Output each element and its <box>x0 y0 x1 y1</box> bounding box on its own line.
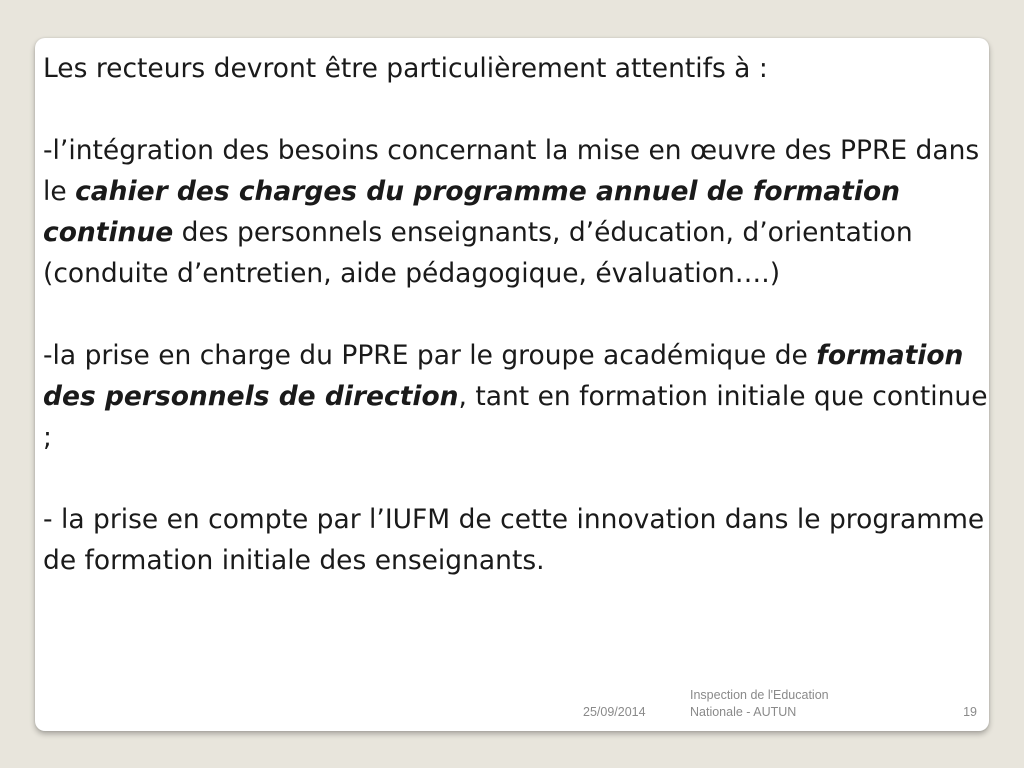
slide-body <box>43 48 988 581</box>
slide <box>35 38 989 731</box>
point-integration-emphasis: cahier des charges du programme annuel de formation continue <box>43 176 901 248</box>
footer-date: 25/09/2014 <box>583 705 646 719</box>
spacer <box>43 89 988 130</box>
spacer <box>43 294 988 335</box>
point-integration-prefix: -l’intégration des besoins concernant la mise en œuvre des PPRE dans le <box>43 135 980 207</box>
point-iufm: - la prise en compte par l’IUFM de cette innovation dans le programme de formation initiale des enseignants. <box>43 504 985 576</box>
footer-organization-line1: Inspection de l'Education <box>690 688 829 702</box>
point-prise-en-charge <box>43 335 988 458</box>
point-prise-en-charge-emphasis: formation des personnels de direction <box>43 340 964 412</box>
footer-organization-line2: Nationale - AUTUN <box>690 705 797 719</box>
point-integration-suffix: des personnels enseignants, d’éducation, d’orientation (conduite d’entretien, aide pédagogique, évaluation….) <box>43 217 913 289</box>
point-prise-en-charge-prefix: -la prise en charge du PPRE par le groupe académique de <box>43 340 817 371</box>
point-prise-en-charge-suffix: , tant en formation initiale que continue ; <box>43 381 988 453</box>
point-integration <box>43 130 988 294</box>
spacer <box>43 458 988 499</box>
intro-text: Les recteurs devront être particulièrement attentifs à : <box>43 53 768 84</box>
footer-page-number: 19 <box>963 705 977 719</box>
footer-organization <box>690 687 890 721</box>
